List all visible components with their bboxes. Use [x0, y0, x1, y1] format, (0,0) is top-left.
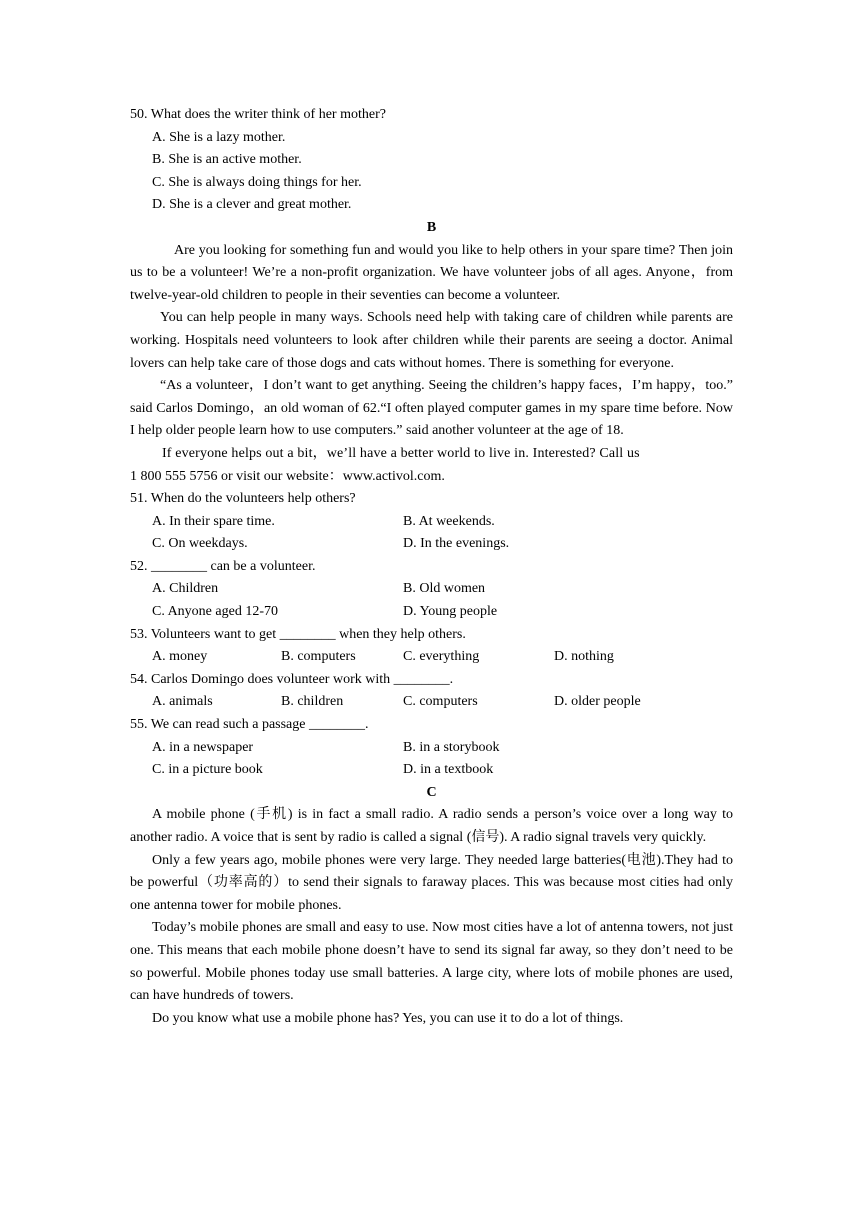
- options-55-row-2: [130, 759, 733, 782]
- question-54: 54. Carlos Domingo does volunteer work with ________.: [130, 671, 454, 687]
- options-51-row-2: [130, 533, 733, 556]
- options-52-row-2: [130, 601, 733, 624]
- option-52-a: A. Children: [152, 581, 219, 597]
- question-53: 53. Volunteers want to get ________ when they help others.: [130, 626, 466, 642]
- option-54-d: D. older people: [554, 694, 641, 710]
- option-53-b: B. computers: [281, 649, 356, 665]
- option-53-a: A. money: [152, 649, 208, 665]
- option-55-c: C. in a picture book: [152, 762, 263, 778]
- options-51-row-1: [130, 511, 733, 534]
- options-54-row-1: [130, 691, 733, 714]
- section-b-paragraph-2: You can help people in many ways. Schools need help with taking care of children while parents are working. Hospitals need volunteers to look after children while their parents are seeing a doctor. Animal lovers can help take care of those dogs and cats without homes. There is something for everyone.: [130, 310, 733, 371]
- section-b-paragraph-4-line-1: If everyone helps out a bit，we’ll have a better world to live in. Interested? Call us: [162, 445, 640, 461]
- options-53-row-1: [130, 646, 733, 669]
- section-b-paragraph-3: “As a volunteer，I don’t want to get anything. Seeing the children’s happy faces，I’m happy，too.” said Carlos Domingo，an old woman of 62.“I often played computer games in my spare time before. Now I help older people learn how to use computers.” said another volunteer at the age of 18.: [130, 378, 733, 439]
- option-55-a: A. in a newspaper: [152, 739, 254, 755]
- option-54-a: A. animals: [152, 694, 213, 710]
- option-51-a: A. In their spare time.: [152, 513, 275, 529]
- option-50-c: C. She is always doing things for her.: [152, 174, 362, 190]
- options-55-row-1: [130, 737, 733, 760]
- option-53-c: C. everything: [403, 649, 480, 665]
- question-55: 55. We can read such a passage ________.: [130, 717, 369, 733]
- section-b-heading: B: [426, 219, 437, 235]
- option-51-b: B. At weekends.: [403, 513, 495, 529]
- section-c-heading: C: [426, 784, 437, 800]
- section-c-paragraph-3: Today’s mobile phones are small and easy to use. Now most cities have a lot of antenna towers, not just one. This means that each mobile phone doesn’t have to send its signal far away, so they don’t need to be so powerful. Mobile phones today use small batteries. A large city, where lots of mobile phones are used, can have hundreds of towers.: [130, 920, 733, 1004]
- option-54-c: C. computers: [403, 694, 478, 710]
- option-51-c: C. On weekdays.: [152, 536, 248, 552]
- section-c-paragraph-4: Do you know what use a mobile phone has? Yes, you can use it to do a lot of things.: [152, 1010, 624, 1026]
- option-54-b: B. children: [281, 694, 344, 710]
- section-c-paragraph-1: A mobile phone (手机) is in fact a small radio. A radio sends a person’s voice over a long way to another radio. A voice that is sent by radio is called a signal (信号). A radio signal travels very quickly.: [130, 807, 733, 845]
- option-52-c: C. Anyone aged 12-70: [152, 604, 278, 620]
- option-50-d: D. She is a clever and great mother.: [152, 197, 352, 213]
- question-51: 51. When do the volunteers help others?: [130, 491, 356, 507]
- option-53-d: D. nothing: [554, 649, 614, 665]
- section-b-paragraph-4-line-2: 1 800 555 5756 or visit our website：www.activol.com.: [130, 468, 445, 484]
- option-52-d: D. Young people: [403, 604, 498, 620]
- document-content: [130, 104, 733, 1030]
- option-55-b: B. in a storybook: [403, 739, 500, 755]
- option-55-d: D. in a textbook: [403, 762, 494, 778]
- options-52-row-1: [130, 578, 733, 601]
- section-c-paragraph-2: Only a few years ago, mobile phones were very large. They needed large batteries(电池).They had to be powerful（功率高的）to send their signals to faraway places. This was because most cities had only one antenna tower for mobile phones.: [130, 852, 733, 913]
- option-51-d: D. In the evenings.: [403, 536, 510, 552]
- question-50: 50. What does the writer think of her mother?: [130, 107, 386, 122]
- section-b-paragraph-1: Are you looking for something fun and would you like to help others in your spare time? Then join us to be a volunteer! We’re a non-profit organization. We have volunteer jobs of all ages. Anyone，from twelve-year-old children to people in their seventies can become a volunteer.: [130, 242, 733, 303]
- option-50-b: B. She is an active mother.: [152, 152, 302, 168]
- option-50-a: A. She is a lazy mother.: [152, 129, 286, 145]
- question-52: 52. ________ can be a volunteer.: [130, 558, 316, 574]
- option-52-b: B. Old women: [403, 581, 486, 597]
